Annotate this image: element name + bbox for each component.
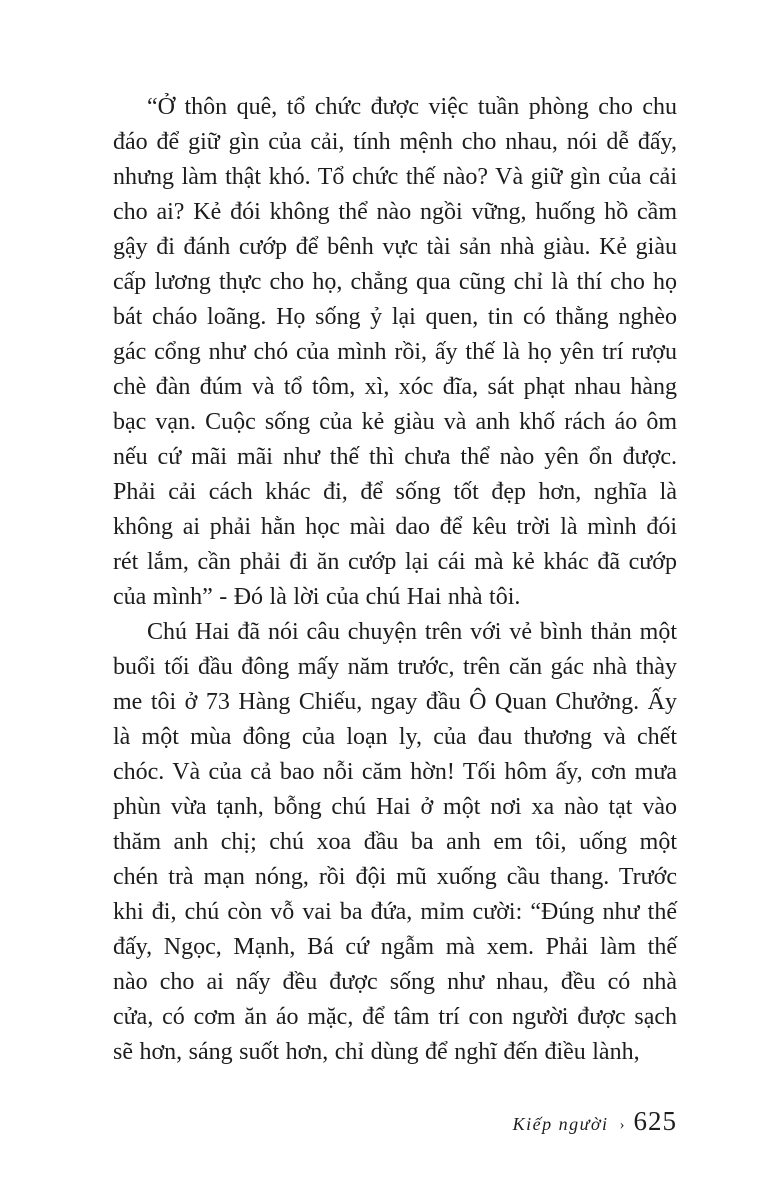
- text-line: chén trà mạn nóng, rồi đội mũ xuống cầu thang. Trước: [113, 864, 677, 890]
- paragraph-narrative: [113, 615, 677, 1070]
- text-line: bát cháo loãng. Họ sống ỷ lại quen, tin có thằng nghèo: [113, 304, 677, 330]
- text-line: cho ai? Kẻ đói không thể nào ngồi vững, huống hồ cầm: [113, 199, 677, 225]
- running-footer: [513, 1106, 677, 1137]
- text-line: chóc. Và của cả bao nỗi căm hờn! Tối hôm ấy, cơn mưa: [113, 759, 677, 785]
- page-number: 625: [633, 1106, 677, 1136]
- text-line: đáo để giữ gìn của cải, tính mệnh cho nhau, nói dễ đấy,: [113, 129, 677, 155]
- text-line: nếu cứ mãi mãi như thế thì chưa thể nào yên ổn được.: [113, 444, 677, 470]
- text-line: chè đàn đúm và tổ tôm, xì, xóc đĩa, sát phạt nhau hàng: [113, 374, 677, 400]
- text-line: nhưng làm thật khó. Tổ chức thế nào? Và giữ gìn của cải: [113, 164, 677, 190]
- text-line: bạc vạn. Cuộc sống của kẻ giàu và anh khố rách áo ôm: [113, 409, 677, 435]
- text-line: phùn vừa tạnh, bỗng chú Hai ở một nơi xa nào tạt vào: [113, 794, 677, 820]
- page-text-block: [113, 90, 677, 1070]
- running-title: Kiếp người: [512, 1114, 609, 1134]
- text-line: buổi tối đầu đông mấy năm trước, trên căn gác nhà thày: [113, 654, 677, 680]
- text-line: Phải cải cách khác đi, để sống tốt đẹp hơn, nghĩa là: [113, 479, 677, 505]
- text-line: khi đi, chú còn vỗ vai ba đứa, mỉm cười: “Đúng như thế: [113, 899, 677, 925]
- text-line: “Ở thôn quê, tổ chức được việc tuần phòng cho chu: [147, 94, 677, 120]
- text-line: cửa, có cơm ăn áo mặc, để tâm trí con người được sạch: [113, 1004, 677, 1030]
- text-line: gậy đi đánh cướp để bênh vực tài sản nhà giàu. Kẻ giàu: [113, 234, 677, 260]
- text-line: không ai phải hằn học mài dao để kêu trời là mình đói: [113, 514, 677, 540]
- text-line: rét lắm, cần phải đi ăn cướp lại cái mà kẻ khác đã cướp: [113, 549, 677, 575]
- text-line: gác cổng như chó của mình rồi, ấy thế là họ yên trí rượu: [113, 339, 677, 365]
- paragraph-quote: [113, 90, 677, 615]
- text-line: của mình” - Đó là lời của chú Hai nhà tôi.: [113, 584, 521, 610]
- text-line: Chú Hai đã nói câu chuyện trên với vẻ bình thản một: [147, 619, 677, 645]
- footer-separator: ›: [619, 1117, 625, 1133]
- text-line: nào cho ai nấy đều được sống như nhau, đều có nhà: [113, 969, 677, 995]
- text-line: là một mùa đông của loạn ly, của đau thương và chết: [113, 724, 677, 750]
- text-line: thăm anh chị; chú xoa đầu ba anh em tôi, uống một: [113, 829, 677, 855]
- text-line: cấp lương thực cho họ, chẳng qua cũng chỉ là thí cho họ: [113, 269, 677, 295]
- text-line: me tôi ở 73 Hàng Chiếu, ngay đầu Ô Quan Chưởng. Ấy: [113, 689, 677, 715]
- text-line: đấy, Ngọc, Mạnh, Bá cứ ngẫm mà xem. Phải làm thế: [113, 934, 677, 960]
- text-line: sẽ hơn, sáng suốt hơn, chỉ dùng để nghĩ đến điều lành,: [113, 1039, 640, 1065]
